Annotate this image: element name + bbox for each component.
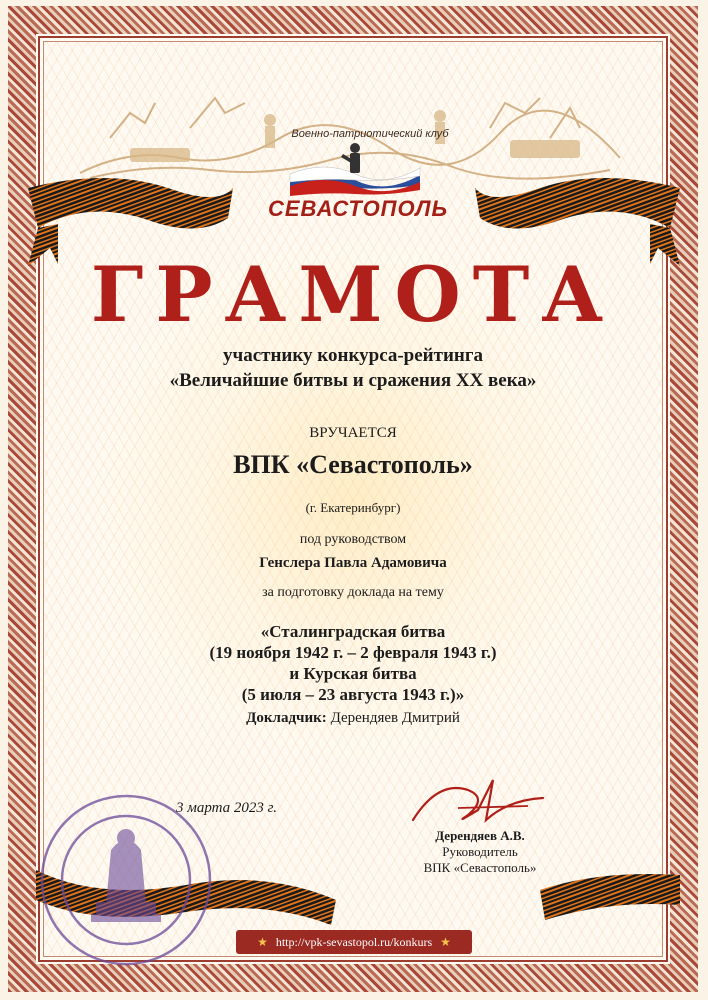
club-name: СЕВАСТОПОЛЬ bbox=[267, 196, 449, 221]
signature-icon bbox=[408, 770, 548, 830]
signature-block bbox=[410, 828, 550, 876]
report-label: за подготовку доклада на тему bbox=[262, 585, 444, 600]
website-link-bar bbox=[236, 930, 472, 954]
subtitle-line-2: «Величайшие битвы и сражения XX века» bbox=[169, 370, 537, 391]
website-url[interactable]: http://vpk-sevastopol.ru/konkurs bbox=[275, 934, 433, 949]
club-emblem-icon bbox=[285, 140, 425, 196]
recipient-name: ВПК «Севастополь» bbox=[233, 450, 473, 479]
topic-line-2: (19 ноября 1942 г. – 2 февраля 1943 г.) bbox=[209, 643, 497, 662]
st-george-ribbon-bottom-right bbox=[540, 830, 680, 940]
leader-name: Генслера Павла Адамовича bbox=[259, 555, 447, 571]
club-stamp-icon bbox=[36, 790, 216, 970]
issue-date: 3 марта 2023 г. bbox=[176, 800, 278, 816]
topic-line-1: «Сталинградская битва bbox=[260, 622, 446, 641]
club-label: Военно-патриотический клуб bbox=[291, 128, 449, 140]
speaker-line bbox=[44, 710, 662, 727]
guidance-label: под руководством bbox=[299, 532, 407, 547]
topic-line-3: и Курская битва bbox=[289, 664, 417, 683]
signer-role: Руководитель bbox=[442, 844, 518, 859]
speaker-label: Докладчик: bbox=[246, 710, 327, 726]
speaker-name: Дерендяев Дмитрий bbox=[330, 710, 460, 726]
recipient-city: (г. Екатеринбург) bbox=[305, 500, 401, 515]
awarded-label: ВРУЧАЕТСЯ bbox=[309, 425, 397, 441]
topic-line-4: (5 июля – 23 августа 1943 г.)» bbox=[241, 685, 465, 704]
signer-name: Дерендяев А.В. bbox=[435, 828, 525, 843]
star-icon: ★ bbox=[440, 934, 451, 949]
certificate-title: ГРАМОТА bbox=[90, 250, 616, 339]
signer-org: ВПК «Севастополь» bbox=[423, 860, 537, 875]
star-icon: ★ bbox=[257, 934, 268, 949]
subtitle-line-1: участнику конкурса-рейтинга bbox=[223, 345, 483, 366]
